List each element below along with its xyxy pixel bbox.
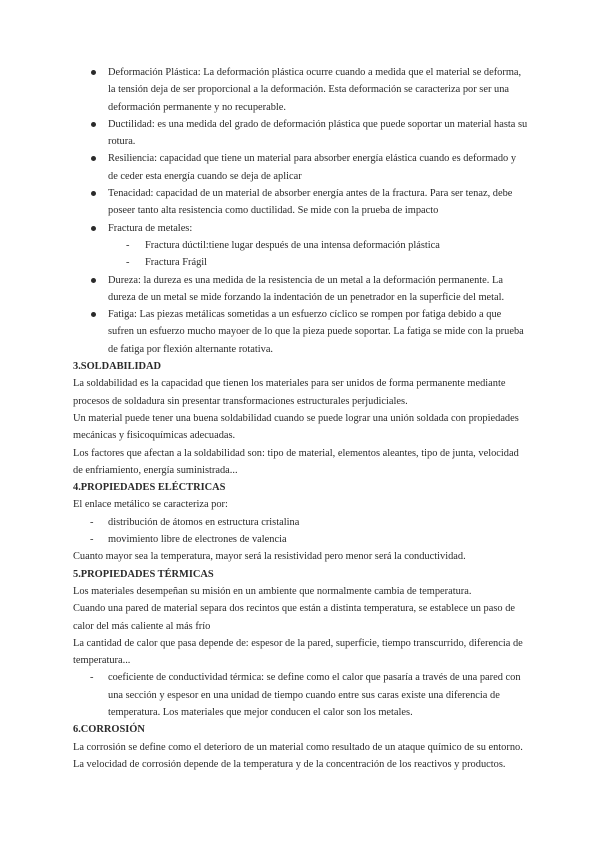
paragraph: Cuando una pared de material separa dos recintos que están a distinta temperatura, se establece un paso de calor del más caliente al más frío xyxy=(73,603,516,632)
bullet-ductilidad: Ductilidad: es una medida del grado de deformación plástica que puede soportar un material hasta su rotura. xyxy=(108,116,528,151)
bullet-fatiga: Fatiga: Las piezas metálicas sometidas a un esfuerzo cíclico se rompen por fatiga debido a que sufren un esfuerzo mucho mayoer de lo que la pieza puede soportar. La fatiga se mide con la prueba de fatiga por flexión alternante rotativa. xyxy=(108,306,528,358)
sub-item-fractura-fragil: - Fractura Frágil xyxy=(145,254,528,271)
section-heading-termicas: 5.PROPIEDADES TÉRMICAS xyxy=(73,568,214,580)
section-heading-soldabilidad: 3.SOLDABILIDAD xyxy=(73,361,162,373)
paragraph: El enlace metálico se caracteriza por: xyxy=(73,499,228,511)
bullet-deformacion-plastica: Deformación Plástica: La deformación plástica ocurre cuando a medida que el material se deforma, la tensión deja de ser proporcional a la deformación. Esta deformación se caracteriza por ser una deformación permanente y no recuperable. xyxy=(108,64,528,116)
bullet-dureza: Dureza: la dureza es una medida de la resistencia de un metal a la deformación permanente. La dureza de un metal se mide forzando la indentación de un penetrador en la superficie del metal. xyxy=(108,272,528,307)
dash-item-conductividad: - coeficiente de conductividad térmica: se define como el calor que pasaría a través de una pared con una sección y espesor en una unidad de tiempo cuando entre sus caras existe una diferencia de temperatura. Los materiales que mejor conducen el calor son los metales. xyxy=(108,669,528,721)
section-heading-corrosion: 6.CORROSIÓN xyxy=(73,724,145,736)
paragraph: Cuanto mayor sea la temperatura, mayor será la resistividad pero menor será la conductividad. xyxy=(73,551,466,563)
paragraph: La corrosión se define como el deterioro de un material como resultado de un ataque químico de su entorno. La velocidad de corrosión depende de la temperatura y de la concentración de los reactivos y productos. xyxy=(73,741,523,770)
bullet-tenacidad: Tenacidad: capacidad de un material de absorber energía antes de la fractura. Para ser tenaz, debe poseer tanto alta resistencia como ductilidad. Se mide con la prueba de impacto xyxy=(108,185,528,220)
paragraph: Los materiales desempeñan su misión en un ambiente que normalmente cambia de temperatura. xyxy=(73,585,472,597)
dash-item: - distribución de átomos en estructura cristalina xyxy=(108,514,528,531)
paragraph: Los factores que afectan a la soldabilidad son: tipo de material, elementos aleantes, tipo de junta, velocidad de enfriamiento, energía suministrada... xyxy=(73,447,519,476)
paragraph: La soldabilidad es la capacidad que tienen los materiales para ser unidos de forma permanente mediante procesos de soldadura sin presentar transformaciones estructurales perjudiciales. xyxy=(73,378,506,407)
paragraph: La cantidad de calor que pasa depende de: espesor de la pared, superficie, tiempo transcurrido, diferencia de temperatura... xyxy=(73,637,523,667)
bullet-resiliencia: Resiliencia: capacidad que tiene un material para absorber energía elástica cuando es deformado y de ceder esta energía cuando se deja de aplicar xyxy=(108,150,528,185)
bullet-fractura: Fractura de metales: xyxy=(108,220,528,237)
sub-item-fractura-ductil: - Fractura dúctil:tiene lugar después de una intensa deformación plástica xyxy=(145,237,528,254)
dash-item: - movimiento libre de electrones de valencia xyxy=(108,531,528,548)
paragraph: Un material puede tener una buena soldabilidad cuando se puede lograr una unión soldada con propiedades mecánicas y fisicoquímicas adecuadas. xyxy=(73,412,519,442)
section-heading-electricas: 4.PROPIEDADES ELÉCTRICAS xyxy=(73,482,226,494)
document-page xyxy=(0,64,600,773)
